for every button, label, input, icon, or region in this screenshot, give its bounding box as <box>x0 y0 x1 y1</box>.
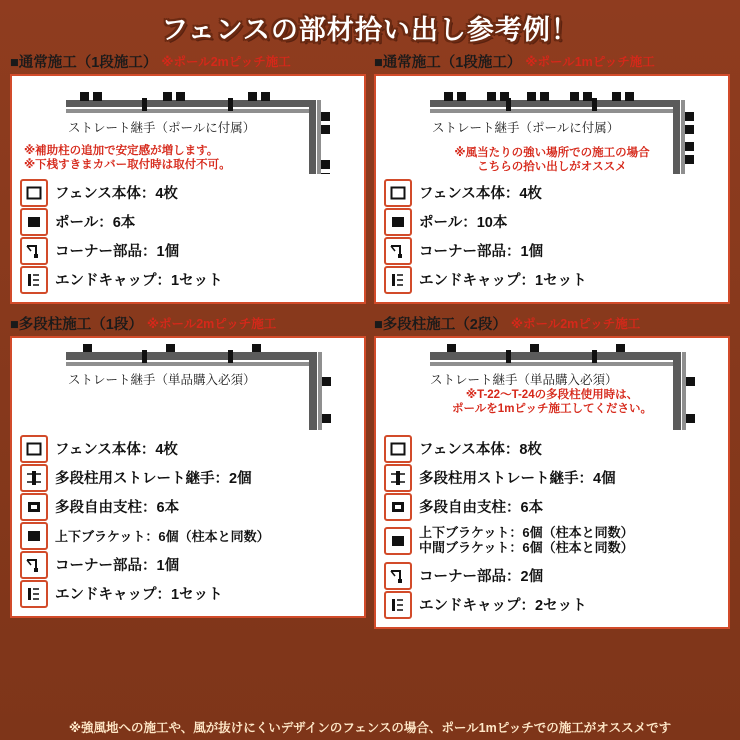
diagram-label: ストレート継手（単品購入必須） <box>430 373 618 387</box>
list-item <box>20 579 356 608</box>
panel-subtitle: ※ポール1mピッチ施工 <box>525 55 655 69</box>
panel-normal-1m <box>374 48 730 304</box>
list-item-label: ポール：10本 <box>419 215 508 231</box>
list-item-label-secondary: 中間ブラケット：6個（柱本と同数） <box>419 540 634 555</box>
panel-note-1: ※風当たりの強い場所での施工の場合 <box>454 147 650 159</box>
list-item-label: フェンス本体：4枚 <box>55 442 178 458</box>
list-item <box>384 265 720 294</box>
panel-subtitle: ※ポール2mピッチ施工 <box>161 55 291 69</box>
list-item-label: エンドキャップ：2セット <box>419 598 587 614</box>
panel-multipost-2stage <box>374 310 730 629</box>
corner-part-icon <box>20 237 48 265</box>
diagram-label: ストレート継手（ポールに付属） <box>432 121 620 135</box>
panel-body <box>10 336 366 618</box>
list-item-label: コーナー部品：2個 <box>419 569 544 585</box>
end-cap-icon <box>384 266 412 294</box>
list-item-label: コーナー部品：1個 <box>419 244 544 260</box>
parts-list <box>20 178 356 294</box>
list-item-label: 上下ブラケット：6個（柱本と同数） <box>419 525 634 541</box>
list-item <box>20 236 356 265</box>
list-item <box>20 265 356 294</box>
panel-body <box>374 336 730 629</box>
list-item-label: コーナー部品：1個 <box>55 558 180 574</box>
panel-note-2: こちらの拾い出しがオススメ <box>477 161 627 174</box>
panel-normal-2m <box>10 48 366 304</box>
panel-header <box>10 48 366 74</box>
list-item <box>20 492 356 521</box>
list-item-label: 多段自由支柱：6本 <box>55 500 180 516</box>
page-title-bar <box>8 6 732 48</box>
parts-list <box>384 178 720 294</box>
panel-note-2: ポールを1mピッチ施工してください。 <box>452 403 652 416</box>
list-item-label: 多段自由支柱：6本 <box>419 500 544 516</box>
list-item <box>20 207 356 236</box>
list-item <box>20 178 356 207</box>
panel-note-1: ※T-22〜T-24の多段柱使用時は、 <box>465 389 639 401</box>
diagram-multipost-2stage <box>384 344 720 430</box>
panel-header <box>10 310 366 336</box>
panel-title: ■通常施工（1段施工） <box>10 54 158 71</box>
fence-panel-icon <box>20 435 48 463</box>
corner-part-icon <box>384 562 412 590</box>
panel-header <box>374 310 730 336</box>
list-item <box>384 207 720 236</box>
end-cap-icon <box>20 266 48 294</box>
end-cap-icon <box>20 580 48 608</box>
panel-header <box>374 48 730 74</box>
free-post-icon <box>20 493 48 521</box>
free-post-icon <box>384 493 412 521</box>
list-item <box>20 463 356 492</box>
list-item <box>20 550 356 579</box>
panel-multipost-1stage <box>10 310 366 629</box>
diagram-label: ストレート継手（ポールに付属） <box>68 121 256 135</box>
panel-title: ■多段柱施工（2段） <box>374 316 507 333</box>
parts-list <box>384 434 720 619</box>
panel-subtitle: ※ポール2mピッチ施工 <box>146 317 277 331</box>
diagram-normal-1m <box>384 82 720 174</box>
list-item <box>384 561 720 590</box>
list-item <box>384 463 720 492</box>
panel-grid <box>8 48 732 629</box>
list-item-label: ポール：6本 <box>55 215 136 231</box>
list-item <box>20 521 356 550</box>
diagram-label: ストレート継手（単品購入必須） <box>68 373 256 387</box>
list-item-label: フェンス本体：4枚 <box>55 186 178 202</box>
list-item-label: 上下ブラケット：6個（柱本と同数） <box>55 529 270 544</box>
panel-title: ■多段柱施工（1段） <box>10 316 143 333</box>
pole-icon <box>384 527 412 555</box>
page-title: フェンスの部材拾い出し参考例！ <box>161 14 579 45</box>
corner-part-icon <box>20 551 48 579</box>
pole-icon <box>384 208 412 236</box>
list-item-label: エンドキャップ：1セット <box>55 587 223 603</box>
panel-body <box>10 74 366 304</box>
list-item-label: コーナー部品：1個 <box>55 244 180 260</box>
footer-note: ※強風地への施工や、風が抜けにくいデザインのフェンスの場合、ポール1mピッチでの施工がオススメです <box>68 721 672 735</box>
panel-note-1: ※補助柱の追加で安定感が増します。 <box>24 145 219 157</box>
panel-body <box>374 74 730 304</box>
parts-list <box>20 434 356 608</box>
list-item <box>384 178 720 207</box>
multi-joint-icon <box>20 464 48 492</box>
pole-icon <box>20 522 48 550</box>
panel-title: ■通常施工（1段施工） <box>374 54 522 71</box>
list-item <box>384 492 720 521</box>
panel-note-2: ※下桟すきまカバー取付時は取付不可。 <box>24 159 231 172</box>
panel-subtitle: ※ポール2mピッチ施工 <box>510 317 641 331</box>
list-item-label: エンドキャップ：1セット <box>419 273 587 289</box>
list-item-label: フェンス本体：8枚 <box>419 442 542 458</box>
list-item <box>384 434 720 463</box>
footer-bar <box>0 714 740 740</box>
list-item-label: 多段柱用ストレート継手：2個 <box>55 471 252 487</box>
list-item <box>384 521 720 561</box>
corner-part-icon <box>384 237 412 265</box>
fence-panel-icon <box>20 179 48 207</box>
list-item-label: 多段柱用ストレート継手：4個 <box>419 471 616 487</box>
list-item <box>20 434 356 463</box>
multi-joint-icon <box>384 464 412 492</box>
list-item-label: エンドキャップ：1セット <box>55 273 223 289</box>
diagram-normal-2m <box>20 82 356 174</box>
list-item <box>384 236 720 265</box>
end-cap-icon <box>384 591 412 619</box>
fence-panel-icon <box>384 435 412 463</box>
fence-panel-icon <box>384 179 412 207</box>
diagram-multipost-1stage <box>20 344 356 430</box>
list-item <box>384 590 720 619</box>
list-item-label: フェンス本体：4枚 <box>419 186 542 202</box>
pole-icon <box>20 208 48 236</box>
